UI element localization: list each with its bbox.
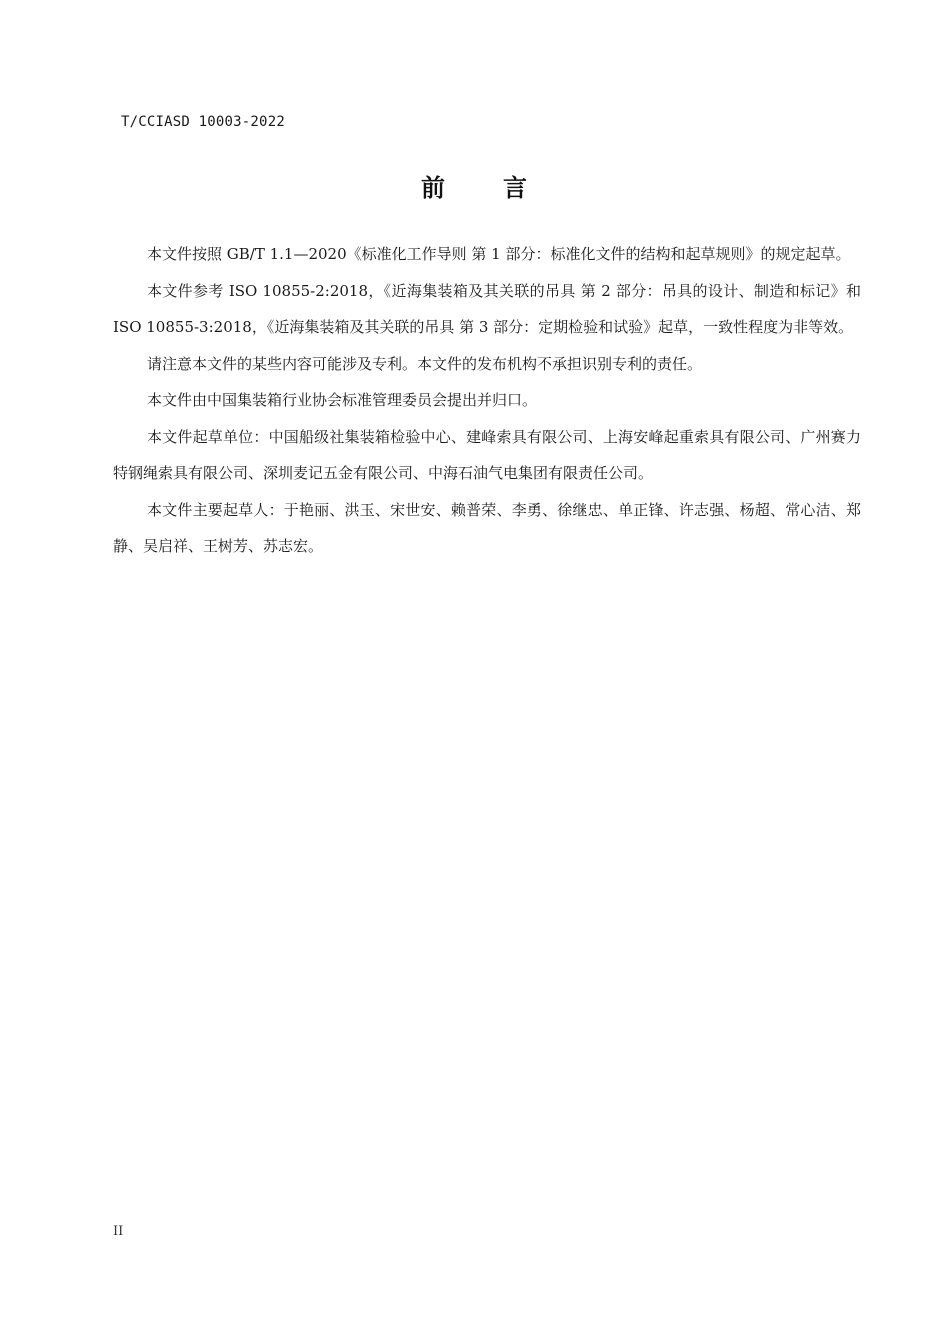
paragraph-references: 本文件参考 ISO 10855-2:2018，《近海集装箱及其关联的吊具 第 2 部分：吊具的设计、制造和标记》和 ISO 10855-3:2018，《近海集装箱及其关联的吊具 第 3 部分：定期检验和试验》起草，一致性程度为非等效。	[113, 281, 861, 336]
title-char-1: 前	[421, 174, 447, 202]
paragraph-drafting-rules: 本文件按照 GB/T 1.1—2020《标准化工作导则 第 1 部分：标准化文件的结构和起草规则》的规定起草。	[147, 245, 851, 263]
page-title	[0, 168, 950, 203]
paragraph-proposer: 本文件由中国集装箱行业协会标准管理委员会提出并归口。	[147, 391, 538, 409]
foreword-body	[113, 236, 861, 565]
paragraph-patent-notice: 请注意本文件的某些内容可能涉及专利。本文件的发布机构不承担识别专利的责任。	[147, 354, 703, 373]
page-number: II	[113, 1224, 124, 1239]
title-char-2: 言	[503, 174, 529, 202]
document-code: T/CCIASD 10003-2022	[121, 114, 285, 130]
paragraph-drafting-units: 本文件起草单位：中国船级社集装箱检验中心、建峰索具有限公司、上海安峰起重索具有限公司、广州赛力特钢绳索具有限公司、深圳麦记五金有限公司、中海石油气电集团有限责任公司。	[113, 427, 861, 482]
paragraph-drafters: 本文件主要起草人：于艳丽、洪玉、宋世安、赖普荣、李勇、徐继忠、单正锋、许志强、杨超、常心洁、郑静、吴启祥、王树芳、苏志宏。	[113, 500, 861, 555]
